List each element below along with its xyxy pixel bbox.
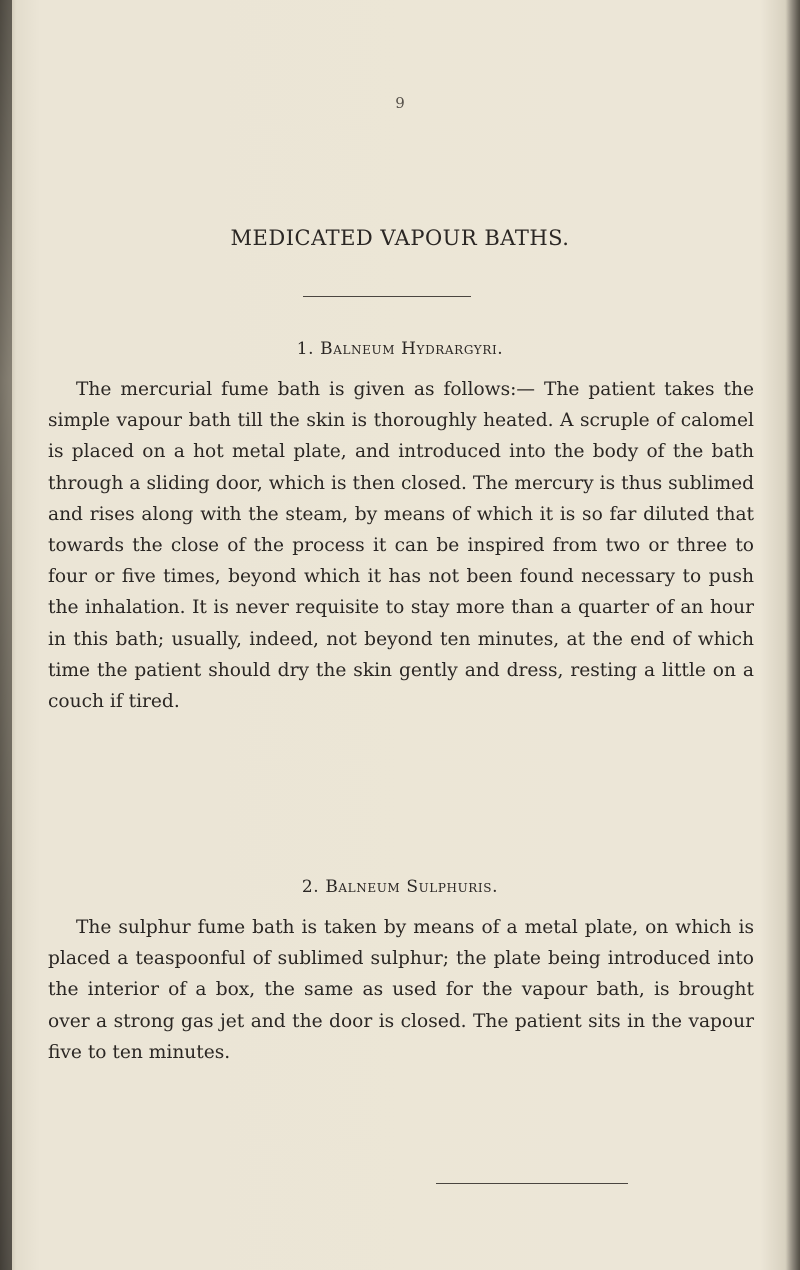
end-divider bbox=[436, 1183, 628, 1184]
section-title-2: Balneum Sulphuris. bbox=[325, 877, 499, 897]
section-heading-1 bbox=[0, 339, 800, 359]
title-divider bbox=[303, 296, 471, 297]
section-heading-2 bbox=[0, 877, 800, 897]
page-number: 9 bbox=[395, 94, 405, 112]
page-binding-shadow bbox=[0, 0, 12, 1270]
section-title-1: Balneum Hydrargyri. bbox=[320, 339, 504, 359]
section-number-1: 1. bbox=[296, 339, 315, 359]
page-title: MEDICATED VAPOUR BATHS. bbox=[230, 226, 570, 250]
section-body-1: The mercurial fume bath is given as follows:— The patient takes the simple vapour bath till the skin is thoroughly heated. A scruple of calomel is placed on a hot metal plate, and introduced into the body of the bath through a sliding door, which is then closed. The mercury is thus sublimed and rises along with the steam, by means of which it is so far diluted that towards the close of the process it can be inspired from two or three to four or five times, beyond which it has not been found necessary to push the inhalation. It is never requisite to stay more than a quarter of an hour in this bath; usually, indeed, not beyond ten minutes, at the end of which time the patient should dry the skin gently and dress, resting a little on a couch if tired. bbox=[48, 379, 754, 713]
page-edge-shadow bbox=[786, 0, 800, 1270]
section-number-2: 2. bbox=[301, 877, 320, 897]
section-body-2: The sulphur fume bath is taken by means of a metal plate, on which is placed a teaspoonful of sublimed sulphur; the plate being introduced into the interior of a box, the same as used for the vapour bath, is brought over a strong gas jet and the door is closed. The patient sits in the vapour five to ten minutes. bbox=[48, 917, 754, 1063]
